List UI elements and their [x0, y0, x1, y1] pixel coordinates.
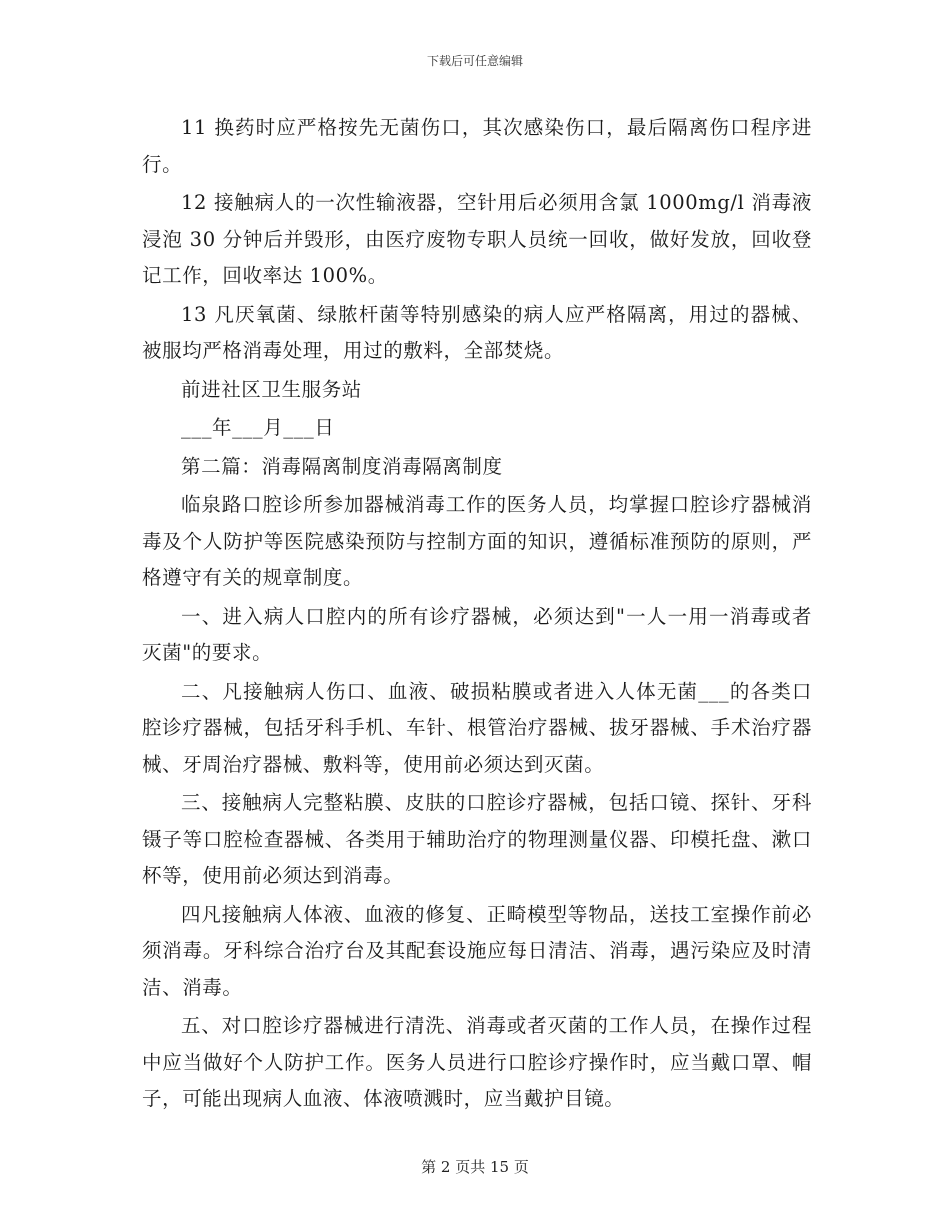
page-header: 下载后可任意编辑: [426, 54, 523, 68]
intro-paragraph: 临泉路口腔诊所参加器械消毒工作的医务人员，均掌握口腔诊疗器械消毒及个人防护等医院感染预防与控制方面的知识，遵循标准预防的原则，严格遵守有关的规章制度。: [142, 493, 812, 589]
organization-signature: 前进社区卫生服务站: [181, 377, 362, 401]
rule-3: 三、接触病人完整粘膜、皮肤的口腔诊疗器械，包括口镜、探针、牙科镊子等口腔检查器械、各类用于辅助治疗的物理测量仪器、印模托盘、漱口杯等，使用前必须达到消毒。: [142, 791, 812, 887]
rule-1: 一、进入病人口腔内的所有诊疗器械，必须达到"一人一用一消毒或者灭菌"的要求。: [142, 604, 812, 664]
paragraph-11: 11 换药时应严格按先无菌伤口，其次感染伤口，最后隔离伤口程序进行。: [142, 116, 812, 176]
rule-5: 五、对口腔诊疗器械进行清洗、消毒或者灭菌的工作人员，在操作过程中应当做好个人防护工作。医务人员进行口腔诊疗操作时，应当戴口罩、帽子，可能出现病人血液、体液喷溅时，应当戴护目镜。: [142, 1014, 812, 1110]
section-title: 第二篇：消毒隔离制度消毒隔离制度: [181, 454, 503, 478]
document-body: [142, 110, 812, 1118]
rule-2: 二、凡接触病人伤口、血液、破损粘膜或者进入人体无菌___的各类口腔诊疗器械，包括牙科手机、车针、根管治疗器械、拔牙器械、手术治疗器械、牙周治疗器械、敷料等，使用前必须达到灭菌。: [142, 679, 812, 776]
date-line: ___年___月___日: [181, 416, 335, 439]
rule-4: 四凡接触病人体液、血液的修复、正畸模型等物品，送技工室操作前必须消毒。牙科综合治疗台及其配套设施应每日清洁、消毒，遇污染应及时清洁、消毒。: [142, 902, 812, 999]
paragraph-12: 12 接触病人的一次性输液器，空针用后必须用含氯 1000mg/l 消毒液浸泡 30 分钟后并毁形，由医疗废物专职人员统一回收，做好发放，回收登记工作，回收率达 100%。: [142, 191, 812, 287]
page-footer: 第 2 页共 15 页: [421, 1158, 529, 1176]
paragraph-13: 13 凡厌氧菌、绿脓杆菌等特别感染的病人应严格隔离，用过的器械、被服均严格消毒处理，用过的敷料，全部焚烧。: [142, 302, 812, 362]
